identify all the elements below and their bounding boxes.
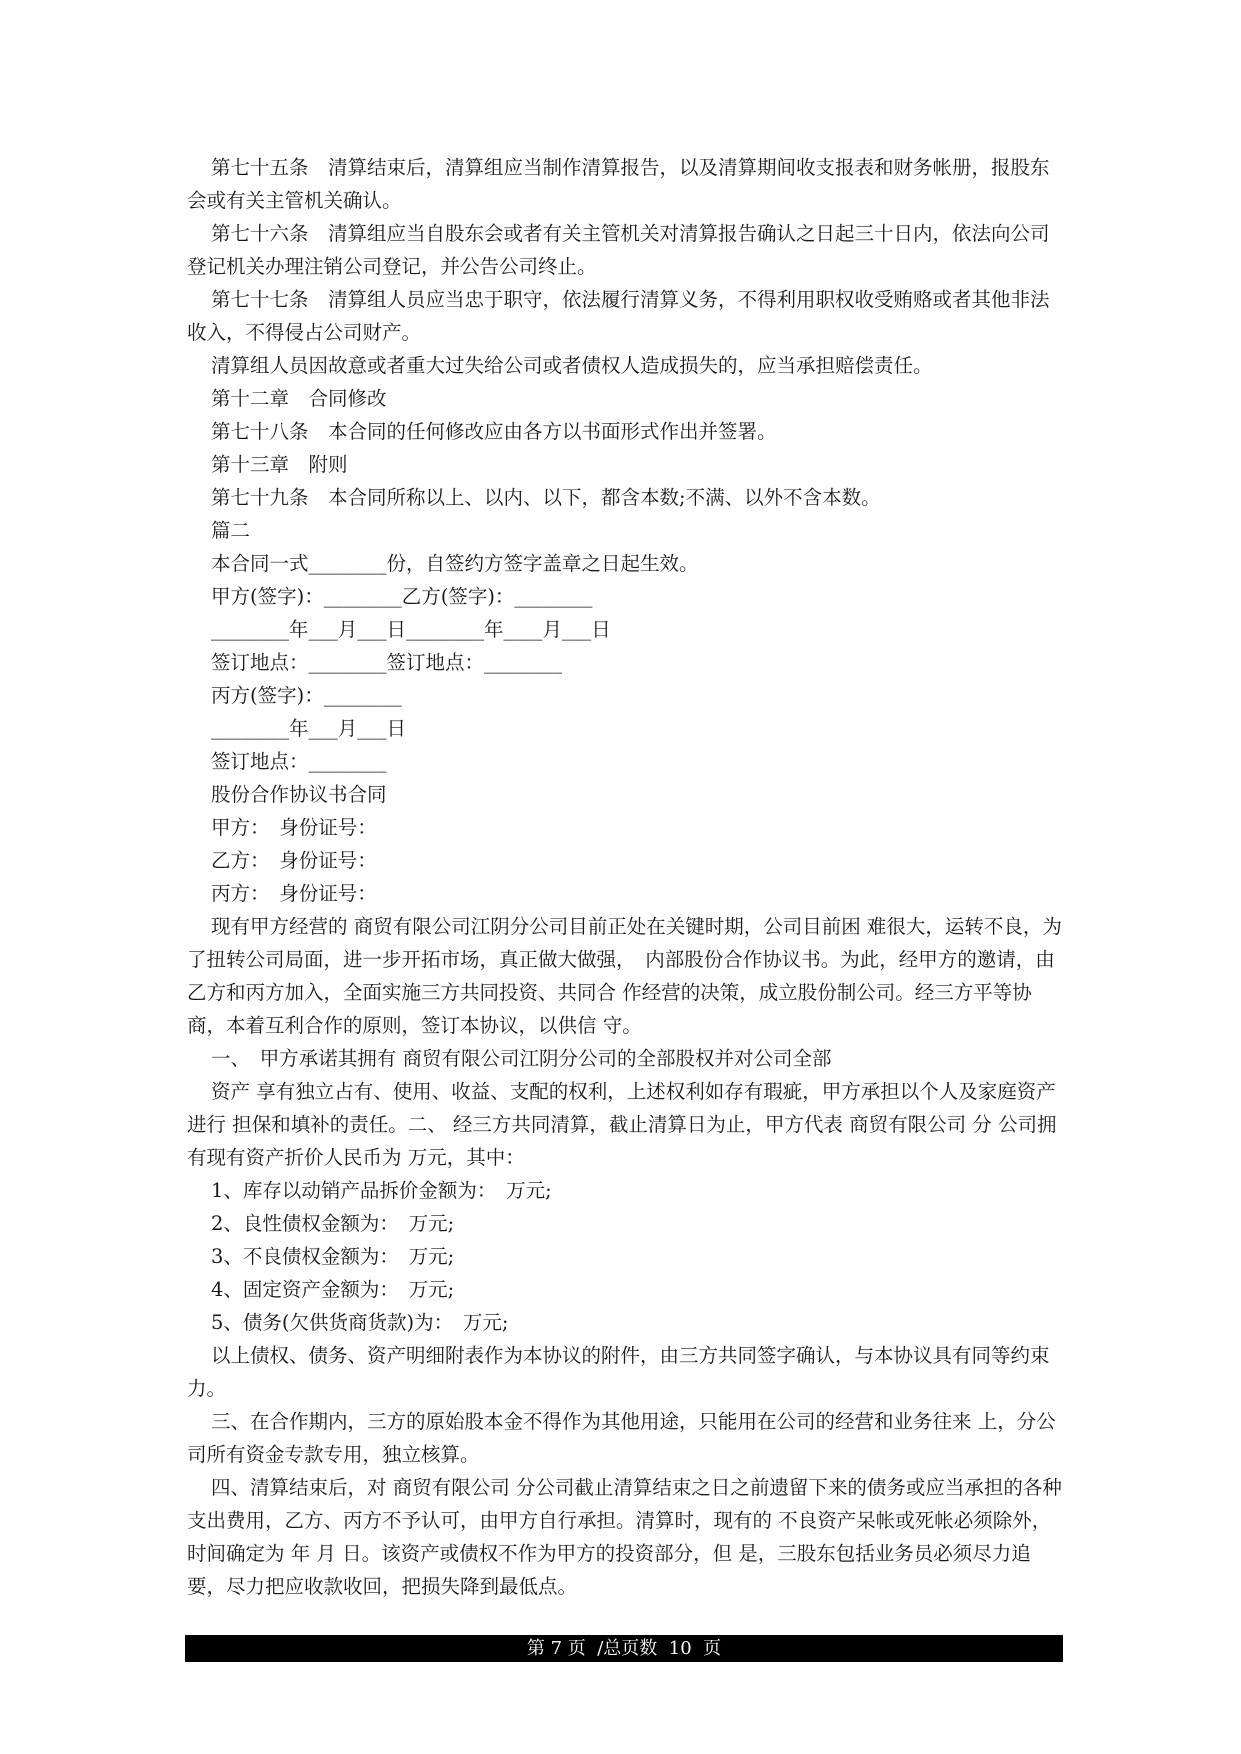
list-item-good-debts: 2、良性债权金额为： 万元; xyxy=(211,1212,455,1235)
clause-four: 四、清算结束后，对 商贸有限公司 分公司截止清算结束之日之前遗留下来的债务或应当承担的各种支出费用，乙方、丙方不予认可，由甲方自行承担。清算时，现有的 不良资产呆帐或死帐必须除外，时间确定为 年 月 日。该资产或债权不作为甲方的投资部分，但 是，三股东包括业务员必须尽力追要，尽力把应收款收回，把损失降到最低点。 xyxy=(187,1476,1062,1598)
list-item-inventory: 1、库存以动销产品拆价金额为： 万元; xyxy=(211,1179,552,1202)
date-line-party-a-b: ________年___月___日________年____月___日 xyxy=(211,618,611,641)
date-line-party-c: ________年___月___日 xyxy=(211,717,407,740)
signature-line-party-c: 丙方(签字)：________ xyxy=(211,684,402,707)
paragraph-article-78: 第七十八条 本合同的任何修改应由各方以书面形式作出并签署。 xyxy=(211,420,777,443)
paragraph-appendix: 以上债权、债务、资产明细附表作为本协议的附件，由三方共同签字确认，与本协议具有同等约束力。 xyxy=(187,1344,1050,1400)
paragraph-article-75: 第七十五条 清算结束后，清算组应当制作清算报告，以及清算期间收支报表和财务帐册，报股东会或有关主管机关确认。 xyxy=(187,156,1050,212)
signature-line-party-a-b: 甲方(签字)：________乙方(签字)：________ xyxy=(211,585,593,608)
document-body xyxy=(187,151,1067,1603)
clause-one-body: 资产 享有独立占有、使用、收益、支配的权利，上述权利如存有瑕疵，甲方承担以个人及家庭资产进行 担保和填补的责任。二、 经三方共同清算，截止清算日为止，甲方代表 商贸有限公司 分 公司拥有现有资产折价人民币为 万元，其中： xyxy=(187,1080,1057,1169)
party-a-id-line: 甲方： 身份证号： xyxy=(211,816,377,839)
paragraph-article-79: 第七十九条 本合同所称以上、以内、以下，都含本数;不满、以外不含本数。 xyxy=(211,486,881,509)
signing-place-line-c: 签订地点：________ xyxy=(211,750,387,773)
contract-title: 股份合作协议书合同 xyxy=(211,783,387,806)
list-item-liabilities: 5、债务(欠供货商货款)为： 万元; xyxy=(211,1311,509,1334)
list-item-bad-debts: 3、不良债权金额为： 万元; xyxy=(211,1245,455,1268)
clause-three: 三、在合作期内，三方的原始股本金不得作为其他用途，只能用在公司的经营和业务往来 上，分公司所有资金专款专用，独立核算。 xyxy=(187,1410,1056,1466)
list-item-fixed-assets: 4、固定资产金额为： 万元; xyxy=(211,1278,455,1301)
party-b-id-line: 乙方： 身份证号： xyxy=(211,849,377,872)
paragraph-background: 现有甲方经营的 商贸有限公司江阴分公司目前正处在关键时期，公司目前困 难很大，运转不良，为了扭转公司局面，进一步开拓市场，真正做大做强， 内部股份合作协议书。为此，经甲方的邀请，由乙方和丙方加入，全面实施三方共同投资、共同合 作经营的决策，成立股份制公司。经三方平等协商，本着互利合作的原则，签订本协议，以供信 守。 xyxy=(187,915,1062,1037)
party-c-id-line: 丙方： 身份证号： xyxy=(211,882,377,905)
chapter-heading-12: 第十二章 合同修改 xyxy=(211,387,387,410)
clause-one-heading: 一、 甲方承诺其拥有 商贸有限公司江阴分公司的全部股权并对公司全部 xyxy=(211,1047,832,1070)
paragraph-liability: 清算组人员因故意或者重大过失给公司或者债权人造成损失的，应当承担赔偿责任。 xyxy=(211,354,933,377)
paragraph-article-76: 第七十六条 清算组应当自股东会或者有关主管机关对清算报告确认之日起三十日内，依法向公司登记机关办理注销公司登记，并公告公司终止。 xyxy=(187,222,1050,278)
page-number-label: 第 7 页 /总页数 10 页 xyxy=(526,1638,722,1659)
signing-place-line-a-b: 签订地点：________签订地点：________ xyxy=(211,651,563,674)
chapter-heading-13: 第十三章 附则 xyxy=(211,453,348,476)
section-heading-part-two: 篇二 xyxy=(211,519,251,542)
paragraph-copies-effective: 本合同一式________份，自签约方签字盖章之日起生效。 xyxy=(211,552,699,575)
page-footer-bar xyxy=(185,1635,1063,1662)
paragraph-article-77: 第七十七条 清算组人员应当忠于职守，依法履行清算义务，不得利用职权收受贿赂或者其他非法收入，不得侵占公司财产。 xyxy=(187,288,1050,344)
